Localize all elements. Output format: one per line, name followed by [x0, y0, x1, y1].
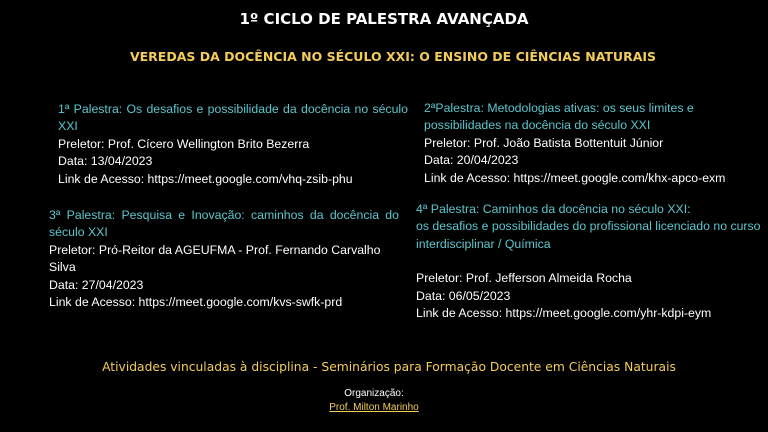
talk-link[interactable]: Link de Acesso: https://meet.google.com/yhr-kdpi-eym	[416, 306, 712, 321]
talk-title: 1ª Palestra: Os desafios e possibilidade da docência no século XXI	[58, 102, 408, 134]
talk-title: 2ªPalestra: Metodologias ativas: os seus limites e possibilidades na docência do século XXI	[424, 101, 694, 133]
page-subtitle: VEREDAS DA DOCÊNCIA NO SÉCULO XXI: O ENSINO DE CIÊNCIAS NATURAIS	[129, 49, 657, 64]
talk-card-1	[58, 101, 408, 188]
talk-card-3	[49, 207, 399, 311]
talk-speaker: Preletor: Prof. Cícero Wellington Brito Bezerra	[58, 136, 310, 151]
talk-date: Data: 20/04/2023	[424, 153, 519, 168]
talk-date: Data: 06/05/2023	[416, 288, 511, 303]
organizer-name[interactable]: Prof. Milton Marinho	[329, 402, 419, 413]
talk-link[interactable]: Link de Acesso: https://meet.google.com/khx-apco-exm	[424, 170, 726, 185]
talk-title: 3ª Palestra: Pesquisa e Inovação: caminhos da docência do século XXI	[49, 208, 399, 240]
talk-speaker: Preletor: Pró-Reitor da AGEUFMA - Prof. Fernando Carvalho Silva	[49, 242, 381, 275]
talk-date: Data: 13/04/2023	[58, 154, 153, 169]
talk-card-4	[416, 201, 761, 322]
page-title: 1º CICLO DE PALESTRA AVANÇADA	[239, 10, 529, 28]
talk-title: 4ª Palestra: Caminhos da docência no século XXI:	[416, 202, 691, 216]
talk-title-continued: os desafios e possibilidades do profissional licenciado no curso interdisciplinar / Química	[416, 219, 761, 251]
talk-speaker: Preletor: Prof. João Batista Bottentuit Júnior	[424, 135, 664, 150]
talk-speaker: Preletor: Prof. Jefferson Almeida Rocha	[416, 271, 632, 286]
spacer	[416, 253, 761, 270]
course-note: Atividades vinculadas à disciplina - Seminários para Formação Docente em Ciências Naturais	[102, 360, 676, 374]
talk-date: Data: 27/04/2023	[49, 277, 144, 292]
talk-link[interactable]: Link de Acesso: https://meet.google.com/vhq-zsib-phu	[58, 171, 353, 186]
organization-label: Organização:	[344, 388, 404, 399]
talk-card-2	[424, 100, 764, 187]
talk-link[interactable]: Link de Acesso: https://meet.google.com/kvs-swfk-prd	[49, 295, 343, 310]
